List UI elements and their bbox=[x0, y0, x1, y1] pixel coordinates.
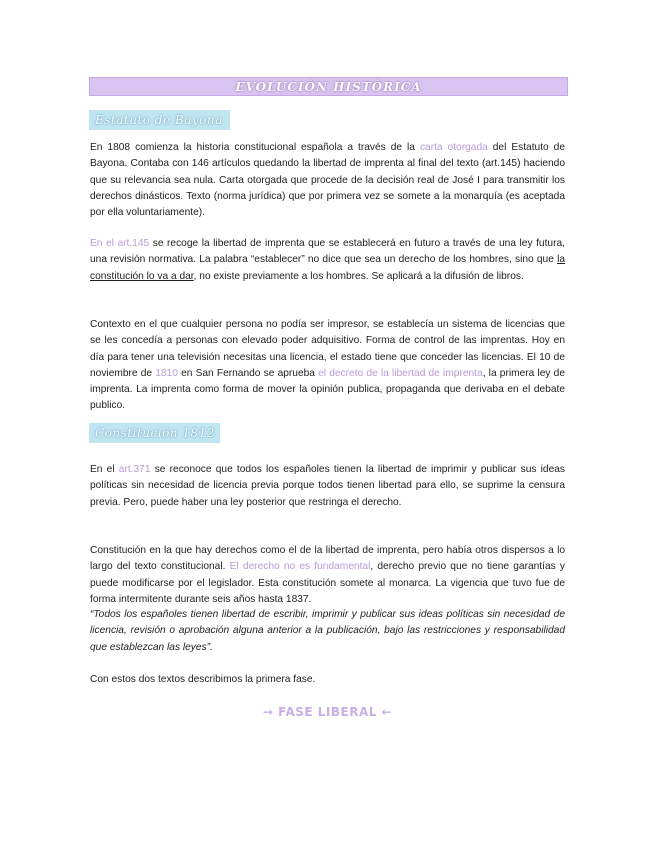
highlight-text: art.371 bbox=[118, 464, 151, 475]
paragraph-art145 bbox=[90, 236, 565, 285]
highlight-text: El derecho no es fundamental bbox=[229, 561, 371, 573]
quote-paragraph: “Todos los españoles tienen libertad de escribir, imprimir y publicar sus ideas políticas sin necesidad de licencia, revisión o aprobación alguna anterior a la publicación, bajo las restricciones y responsabilidad que establezcan las leyes”. bbox=[90, 609, 565, 653]
text-run: , derecho previo que no tiene garantías y puede modificarse por el legislador. Esta constitución somete al monarca. La vigencia que tuvo fue de forma intermitente durante seis años hasta 1837. bbox=[90, 561, 565, 605]
title-banner bbox=[89, 77, 568, 96]
text-run: , no existe previamente a los hombres. Se aplicará a la difusión de libros. bbox=[193, 270, 524, 282]
footer-phase-label: → FASE LIBERAL ← bbox=[262, 705, 393, 719]
text-run: del Estatuto de Bayona. Contaba con 146 artículos quedando la libertad de imprenta al final del texto (art.145) haciendo que su relevancia sea nula. Carta otorgada que procede de la decisión real de José I para transmitir los derechos dinásticos. Texto (norma jurídica) que por primera vez se somete a la monarquía (es aceptada por ella voluntariamente). bbox=[90, 142, 565, 219]
text-run: se recoge la libertad de imprenta que se establecerá en futuro a través de una ley futura, una revisión normativa. La palabra “establecer” no dice que sea un derecho de los hombres, sino que bbox=[90, 238, 565, 266]
text-run: Constitución en la que hay derechos como el de la libertad de imprenta, pero había otros dispersos a lo largo del texto constitucional. bbox=[90, 545, 565, 573]
highlight-text: 1810 bbox=[155, 367, 178, 379]
text-run: Contexto en el que cualquier persona no podía ser impresor, se establecía un sistema de licencias que se les concedía a personas con elevado poder adquisitivo. Forma de control de las imprentas. Hoy en día para tener una televisión necesitas una licencia, el estado tiene que conceder las licencias. El 10 de noviembre de bbox=[90, 319, 565, 379]
page-title: EVOLUCIÓN HISTÓRICA bbox=[235, 79, 422, 94]
text-run: se reconoce que todos los españoles tienen la libertad de imprimir y publicar sus ideas políticas sin necesidad de licencia previa porque todos tienen libertad para ello, se suprime la censura previa. Pero, puede haber una ley posterior que restringa el derecho. bbox=[90, 464, 565, 508]
text-run: En 1808 comienza la historia constitucional española a través de la bbox=[90, 142, 420, 153]
section-heading-label: Estatuto de Bayona bbox=[95, 113, 223, 127]
section-heading-label: Constitución 1812 bbox=[95, 426, 215, 440]
text-run: , la primera ley de imprenta. La imprenta como forma de mover la opinión publica, propaganda que derivaba en el debate publico. bbox=[90, 367, 565, 412]
highlight-text: carta otorgada bbox=[419, 142, 488, 153]
paragraph-context bbox=[90, 317, 565, 415]
text-run: En el bbox=[90, 464, 119, 475]
section-heading-estatuto bbox=[89, 110, 230, 130]
underlined-text: la constitución lo va a dar bbox=[90, 254, 565, 282]
highlight-text: el decreto de la libertad de imprenta bbox=[318, 367, 483, 379]
section-heading-constitucion bbox=[89, 423, 220, 443]
paragraph-constitucion bbox=[90, 543, 565, 608]
closing-paragraph: Con estos dos textos describimos la primera fase. bbox=[90, 674, 316, 685]
paragraph-art371 bbox=[90, 462, 565, 511]
text-run: en San Fernando se aprueba bbox=[177, 367, 319, 379]
paragraph-estatuto-intro bbox=[90, 140, 565, 221]
highlight-text: En el art.145 bbox=[90, 238, 150, 249]
